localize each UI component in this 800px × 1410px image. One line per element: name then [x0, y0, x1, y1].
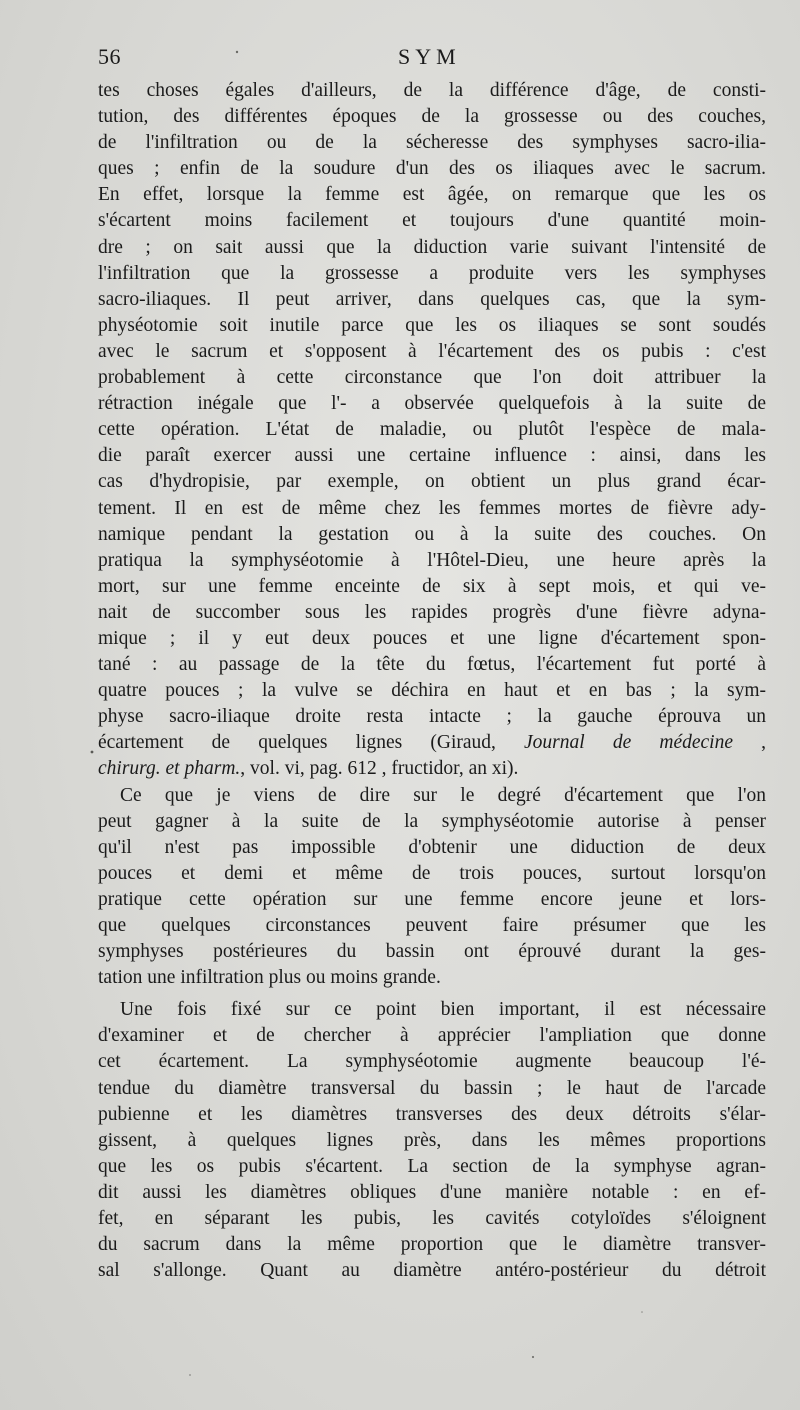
text-line: tement. Il en est de même chez les femmes mortes de fièvre ady- — [98, 497, 766, 519]
text-line: probablement à cette circonstance que l'on doit attribuer la — [98, 367, 766, 389]
text-line: tendue du diamètre transversal du bassin ; le haut de l'arcade — [98, 1077, 766, 1099]
text-line: s'écartent moins facilement et toujours d'une quantité moin- — [98, 210, 766, 232]
text-line: gissent, à quelques lignes près, dans les mêmes proportions — [98, 1129, 766, 1151]
text-line: pratique cette opération sur une femme encore jeune et lors- — [98, 888, 766, 910]
text-line: rétraction inégale que l'- a observée quelquefois à la suite de — [98, 393, 766, 415]
text-line: chirurg. et pharm., vol. vi, pag. 612 , fructidor, an xi). — [98, 758, 519, 780]
text-line: pubienne et les diamètres transverses des deux détroits s'élar- — [98, 1103, 766, 1125]
text-line: tation une infiltration plus ou moins grande. — [98, 967, 441, 989]
text-line: Ce que je viens de dire sur le degré d'écartement que l'on — [120, 784, 766, 806]
text-line: du sacrum dans la même proportion que le diamètre transver- — [98, 1234, 766, 1256]
text-line: que les os pubis s'écartent. La section de la symphyse agran- — [98, 1155, 766, 1177]
paper-speck — [641, 1311, 643, 1313]
text-line: d'examiner et de chercher à apprécier l'ampliation que donne — [98, 1025, 766, 1047]
paragraph-3 — [98, 997, 766, 1284]
text-line: symphyses postérieures du bassin ont éprouvé durant la ges- — [98, 941, 766, 963]
text-line: tution, des différentes époques de la grossesse ou des couches, — [98, 106, 766, 128]
text-line: de l'infiltration ou de la sécheresse des symphyses sacro-ilia- — [98, 132, 766, 154]
body-text — [98, 78, 766, 1284]
text-line: physéotomie soit inutile parce que les os iliaques se sont soudés — [98, 314, 766, 336]
text-line: dre ; on sait aussi que la diduction varie suivant l'intensité de — [98, 236, 766, 258]
running-head: SYM — [398, 44, 461, 69]
text-line: cette opération. L'état de maladie, ou plutôt l'espèce de mala- — [98, 419, 766, 441]
italic-citation: Journal de médecine — [524, 732, 733, 754]
text-line: ques ; enfin de la soudure d'un des os iliaques avec le sacrum. — [98, 158, 766, 180]
text-line: nait de succomber sous les rapides progrès d'une fièvre adyna- — [98, 601, 766, 623]
text-line: pratiqua la symphyséotomie à l'Hôtel-Dieu, une heure après la — [98, 549, 766, 571]
text-line: tes choses égales d'ailleurs, de la différence d'âge, de consti- — [98, 80, 766, 101]
page-header — [98, 44, 770, 78]
text-line: physe sacro-iliaque droite resta intacte ; la gauche éprouva un — [98, 706, 766, 728]
text-line: écartement de quelques lignes (Giraud, Journal de médecine , — [98, 732, 766, 754]
paper-speck — [91, 751, 94, 754]
paragraph-2 — [98, 783, 766, 992]
text-line: pouces et demi et même de trois pouces, surtout lorsqu'on — [98, 862, 766, 884]
text-line: avec le sacrum et s'opposent à l'écartement des os pubis : c'est — [98, 340, 766, 362]
text-line: namique pendant la gestation ou à la suite des couches. On — [98, 523, 766, 545]
text-line: En effet, lorsque la femme est âgée, on remarque que les os — [98, 184, 766, 206]
text-line: dit aussi les diamètres obliques d'une manière notable : en ef- — [98, 1181, 766, 1203]
text-line: cet écartement. La symphyséotomie augmente beaucoup l'é- — [98, 1051, 766, 1073]
text-line: fet, en séparant les pubis, les cavités cotyloïdes s'éloignent — [98, 1208, 766, 1230]
text-line: l'infiltration que la grossesse a produite vers les symphyses — [98, 262, 766, 284]
text-line: sal s'allonge. Quant au diamètre antéro-postérieur du détroit — [98, 1260, 766, 1282]
text-line: cas d'hydropisie, par exemple, on obtient un plus grand écar- — [98, 471, 766, 493]
text-line: que quelques circonstances peuvent faire présumer que les — [98, 915, 766, 936]
text-line: die paraît exercer aussi une certaine influence : ainsi, dans les — [98, 445, 766, 467]
text-line: qu'il n'est pas impossible d'obtenir une diduction de deux — [98, 836, 766, 858]
italic-citation: chirurg. et pharm. — [98, 758, 241, 780]
text-line: quatre pouces ; la vulve se déchira en haut et en bas ; la sym- — [98, 680, 766, 702]
paper-speck — [189, 1374, 191, 1376]
text-line: sacro-iliaques. Il peut arriver, dans quelques cas, que la sym- — [98, 288, 766, 310]
text-line: peut gagner à la suite de la symphyséotomie autorise à penser — [98, 810, 766, 832]
paper-speck — [532, 1356, 534, 1358]
text-line: mort, sur une femme enceinte de six à sept mois, et qui ve- — [98, 575, 766, 597]
text-line: tané : au passage de la tête du fœtus, l'écartement fut porté à — [98, 654, 766, 676]
text-line: Une fois fixé sur ce point bien important, il est nécessaire — [120, 999, 766, 1021]
text-line: mique ; il y eut deux pouces et une ligne d'écartement spon- — [98, 627, 766, 649]
page-number: 56 — [98, 44, 121, 69]
paragraph-1 — [98, 78, 766, 783]
